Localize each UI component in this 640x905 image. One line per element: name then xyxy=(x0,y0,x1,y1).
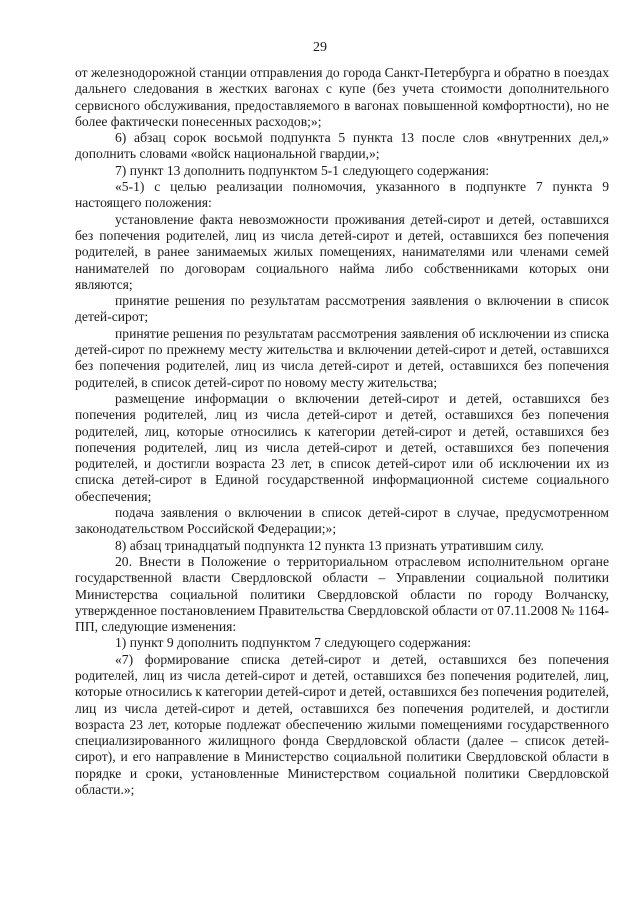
paragraph: установление факта невозможности проживания детей-сирот и детей, оставшихся без попечения родителей, лиц из числа детей-сирот и детей, оставшихся без попечения родителей, в ранее занимаемых жилых помещениях, нанимателями или членами семей нанимателей по договорам социального найма либо собственниками которых они являются; xyxy=(75,211,609,292)
page-number: 29 xyxy=(313,40,327,55)
paragraph: размещение информации о включении детей-сирот и детей, оставшихся без попечения родителей, лиц из числа детей-сирот и детей, оставшихся без попечения родителей, лиц, которые относились к категории детей-сирот и детей, оставшихся без попечения родителей, лиц из числа детей-сирот и детей, оставшихся без попечения родителей, и достигли возраста 23 лет, в список детей-сирот или об исключении их из списка детей-сирот в Единой государственной информационной системе социального обеспечения; xyxy=(75,390,609,504)
paragraph: 6) абзац сорок восьмой подпункта 5 пункта 13 после слов «внутренних дел,» дополнить словами «войск национальной гвардии,»; xyxy=(75,130,609,162)
paragraph: 1) пункт 9 дополнить подпунктом 7 следующего содержания: xyxy=(115,635,472,651)
document-body xyxy=(75,65,609,798)
paragraph: «7) формирование списка детей-сирот и детей, оставшихся без попечения родителей, лиц из числа детей-сирот и детей, оставшихся без попечения родителей, лиц, которые относились к категории детей-сирот и детей, оставшихся без попечения родителей, лиц из числа детей-сирот и детей, оставшихся без попечения родителей, и достигли возраста 23 лет, которые подлежат обеспечению жилыми помещениями государственного специализированного жилищного фонда Свердловской области (далее – список детей-сирот), и его направление в Министерство социальной политики Свердловской области в порядке и сроки, установленные Министерством социальной политики Свердловской области.»; xyxy=(75,651,609,798)
paragraph: подача заявления о включении в список детей-сирот в случае, предусмотренном законодательством Российской Федерации;»; xyxy=(75,505,609,537)
paragraph: «5-1) с целью реализации полномочия, указанного в подпункте 7 пункта 9 настоящего положения: xyxy=(75,179,609,211)
paragraph: принятие решения по результатам рассмотрения заявления об исключении из списка детей-сирот по прежнему месту жительства и включении детей-сирот и детей, оставшихся без попечения родителей, лиц из числа детей-сирот и детей, оставшихся без попечения родителей, в список детей-сирот по новому месту жительства; xyxy=(75,325,609,390)
paragraph: принятие решения по результатам рассмотрения заявления о включении в список детей-сирот; xyxy=(75,293,609,325)
paragraph: 7) пункт 13 дополнить подпунктом 5-1 следующего содержания: xyxy=(115,162,490,178)
paragraph: от железнодорожной станции отправления до города Санкт-Петербурга и обратно в поездах дальнего следования в жестких вагонах с купе (без учета стоимости дополнительного сервисного обслуживания, предоставляемого в вагонах повышенной комфортности), но не более фактически понесенных расходов;»; xyxy=(75,65,609,129)
paragraph: 20. Внести в Положение о территориальном отраслевом исполнительном органе государственной власти Свердловской области – Управлении социальной политики Министерства социальной политики Свердловской области по городу Волчанску, утвержденное постановлением Правительства Свердловской области от 07.11.2008 № 1164-ПП, следующие изменения: xyxy=(75,553,609,635)
paragraph: 8) абзац тринадцатый подпункта 12 пункта 13 признать утратившим силу. xyxy=(115,537,544,553)
